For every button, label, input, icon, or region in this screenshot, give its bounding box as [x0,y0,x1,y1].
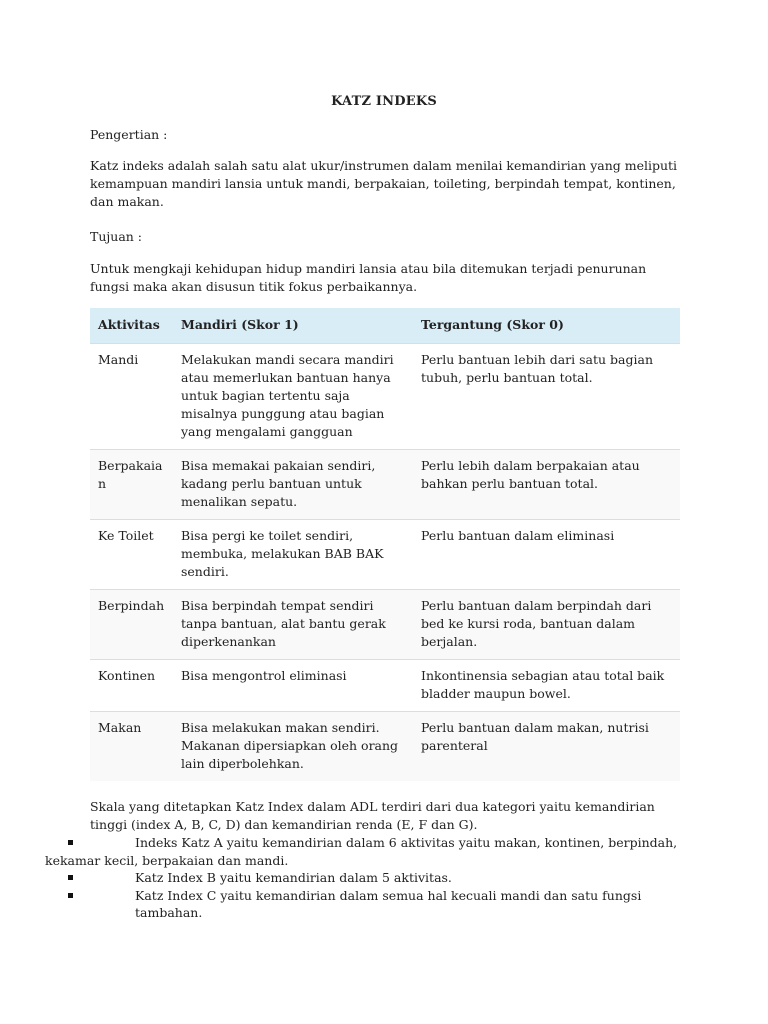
cell-tergantung: Perlu lebih dalam berpakaian atau bahkan perlu bantuan total. [413,450,680,520]
cell-mandiri: Bisa berpindah tempat sendiri tanpa bantuan, alat bantu gerak diperkenankan [173,590,413,660]
cell-aktivitas: Berpakaian [90,450,173,520]
cell-mandiri: Melakukan mandi secara mandiri atau memerlukan bantuan hanya untuk bagian tertentu saja misalnya punggung atau bagian yang mengalami gangguan [173,344,413,450]
header-tergantung: Tergantung (Skor 0) [413,308,680,344]
cell-mandiri: Bisa memakai pakaian sendiri, kadang perlu bantuan untuk menalikan sepatu. [173,450,413,520]
closing-paragraph: Skala yang ditetapkan Katz Index dalam ADL terdiri dari dua kategori yaitu kemandirian tinggi (index A, B, C, D) dan kemandirian renda (E, F dan G). [90,799,655,832]
tujuan-paragraph: Untuk mengkaji kehidupan hidup mandiri lansia atau bila ditemukan terjadi penurunan fungsi maka akan disusun titik fokus perbaikannya. [90,261,647,294]
list-item [45,834,688,869]
square-bullet-icon [68,840,73,845]
list-item [68,887,688,922]
katz-index-table [90,308,680,781]
pengertian-paragraph: Katz indeks adalah salah satu alat ukur/instrumen dalam menilai kemandirian yang meliputi kemampuan mandiri lansia untuk mandi, berpakaian, toileting, berpindah tempat, kontinen, dan makan. [90,158,678,209]
document-title: KATZ INDEKS [331,94,437,109]
cell-aktivitas: Berpindah [90,590,173,660]
cell-tergantung: Inkontinensia sebagian atau total baik bladder maupun bowel. [413,660,680,712]
header-mandiri: Mandiri (Skor 1) [173,308,413,344]
cell-mandiri: Bisa pergi ke toilet sendiri, membuka, melakukan BAB BAK sendiri. [173,520,413,590]
bullet-list [45,834,688,922]
square-bullet-icon [68,875,73,880]
cell-tergantung: Perlu bantuan dalam eliminasi [413,520,680,590]
list-item-text: Indeks Katz A yaitu kemandirian dalam 6 aktivitas yaitu makan, kontinen, berpindah, [135,835,678,850]
square-bullet-icon [68,893,73,898]
cell-tergantung: Perlu bantuan lebih dari satu bagian tubuh, perlu bantuan total. [413,344,680,450]
cell-tergantung: Perlu bantuan dalam makan, nutrisi parenteral [413,712,680,782]
cell-mandiri: Bisa melakukan makan sendiri. Makanan dipersiapkan oleh orang lain diperbolehkan. [173,712,413,782]
header-aktivitas: Aktivitas [90,308,173,344]
table-row [90,520,680,590]
list-item-text: Katz Index C yaitu kemandirian dalam semua hal kecuali mandi dan satu fungsi tambahan. [135,887,642,920]
tujuan-label: Tujuan : [90,229,143,244]
cell-aktivitas: Ke Toilet [90,520,173,590]
table-row [90,450,680,520]
table-row [90,660,680,712]
table-row [90,590,680,660]
cell-mandiri: Bisa mengontrol eliminasi [173,660,413,712]
cell-aktivitas: Makan [90,712,173,782]
list-item [68,869,688,887]
list-item-text-continued: kekamar kecil, berpakaian dan mandi. [45,852,289,868]
cell-aktivitas: Mandi [90,344,173,450]
list-item-text: Katz Index B yaitu kemandirian dalam 5 aktivitas. [135,870,452,885]
cell-aktivitas: Kontinen [90,660,173,712]
pengertian-label: Pengertian : [90,127,168,142]
table-row [90,344,680,450]
table-header-row [90,308,680,344]
cell-tergantung: Perlu bantuan dalam berpindah dari bed ke kursi roda, bantuan dalam berjalan. [413,590,680,660]
table-row [90,712,680,782]
